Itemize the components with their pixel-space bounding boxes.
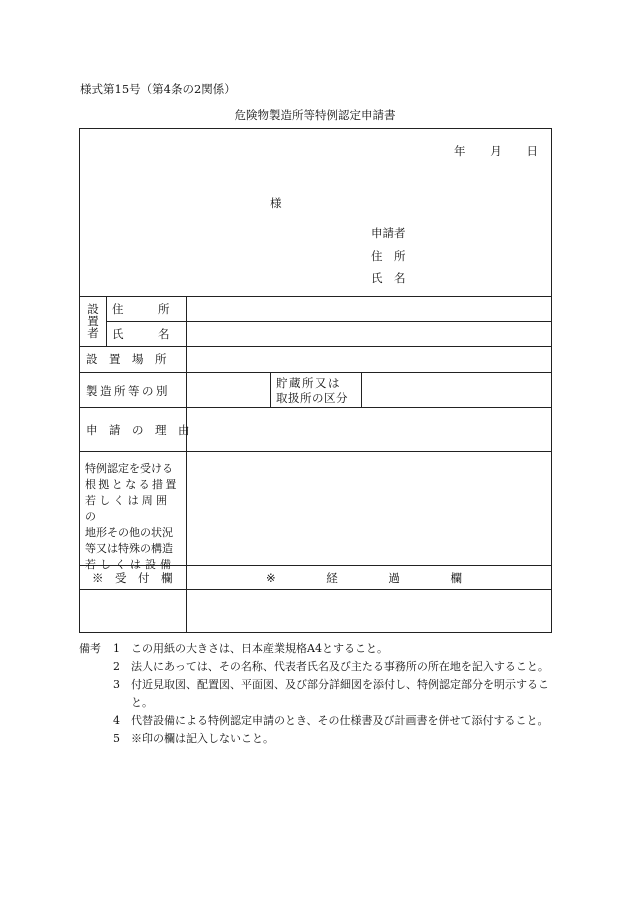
note-item [79, 676, 554, 712]
notes-section [79, 640, 554, 748]
form-number: 様式第15号（第4条の2関係） [80, 82, 236, 96]
progress-label [266, 570, 462, 586]
note-number: 4 [113, 714, 120, 727]
storage-class-line-1: 貯蔵所又は [276, 376, 341, 390]
installer-char-2: 置 [87, 314, 99, 328]
note-number: 1 [113, 642, 120, 655]
addressee-honorific: 様 [270, 196, 282, 210]
facility-type-label: 製造所等の別 [86, 384, 170, 398]
note-text: 法人にあっては、その名称、代表者氏名及び主たる事務所の所在地を記入すること。 [131, 660, 549, 673]
storage-class-label [276, 376, 358, 406]
notes-label: 備考 [79, 642, 101, 655]
basis-line-1: 特例認定を受ける [85, 462, 173, 475]
note-text: 付近見取図、配置図、平面図、及び部分詳細図を添付し、特例認定部分を明示すること。 [131, 678, 549, 709]
basis-line-2: 根拠となる措置 [85, 478, 179, 491]
progress-char-1: 経 [326, 571, 338, 585]
installer-group-label [80, 296, 106, 346]
note-number: 3 [113, 678, 120, 691]
basis-line-3: 若しくは周囲の [85, 494, 171, 523]
applicant-address-label: 住 所 [371, 249, 406, 263]
note-item [79, 658, 554, 676]
basis-line-5: 等又は特殊の構造 [85, 542, 173, 555]
installer-address-label: 住 所 [112, 302, 170, 316]
form-title: 危険物製造所等特例認定申請書 [234, 108, 396, 122]
note-number: 5 [113, 732, 120, 745]
date-day-label: 日 [526, 144, 538, 158]
basis-line-6: 若しくは設備 [85, 558, 175, 571]
progress-char-3: 欄 [450, 571, 462, 585]
installer-char-1: 設 [87, 302, 99, 316]
date-month-label: 月 [490, 144, 502, 158]
date-year-label: 年 [454, 144, 466, 158]
storage-class-line-2: 取扱所の区分 [276, 391, 348, 405]
note-item [79, 640, 554, 658]
installer-name-label: 氏 名 [112, 327, 170, 341]
applicant-label: 申請者 [371, 226, 406, 240]
location-label: 設 置 場 所 [86, 352, 167, 366]
note-text: ※印の欄は記入しないこと。 [131, 732, 274, 745]
applicant-name-label: 氏 名 [371, 271, 406, 285]
note-item [79, 712, 554, 730]
basis-line-4: 地形その他の状況 [85, 526, 173, 539]
reception-label: ※ 受 付 欄 [92, 571, 173, 585]
note-number: 2 [113, 660, 120, 673]
progress-char-2: 過 [388, 571, 400, 585]
installer-char-3: 者 [87, 326, 99, 340]
reason-label: 申 請 の 理 由 [86, 423, 190, 437]
note-text: 代替設備による特例認定申請のとき、その仕様書及び計画書を併せて添付すること。 [131, 714, 549, 727]
application-form-table [79, 128, 552, 633]
basis-label [85, 461, 182, 573]
progress-mark: ※ [266, 571, 276, 585]
note-item [79, 730, 554, 748]
note-text: この用紙の大きさは、日本産業規格A4とすること。 [131, 642, 388, 655]
date-fields [454, 143, 538, 159]
